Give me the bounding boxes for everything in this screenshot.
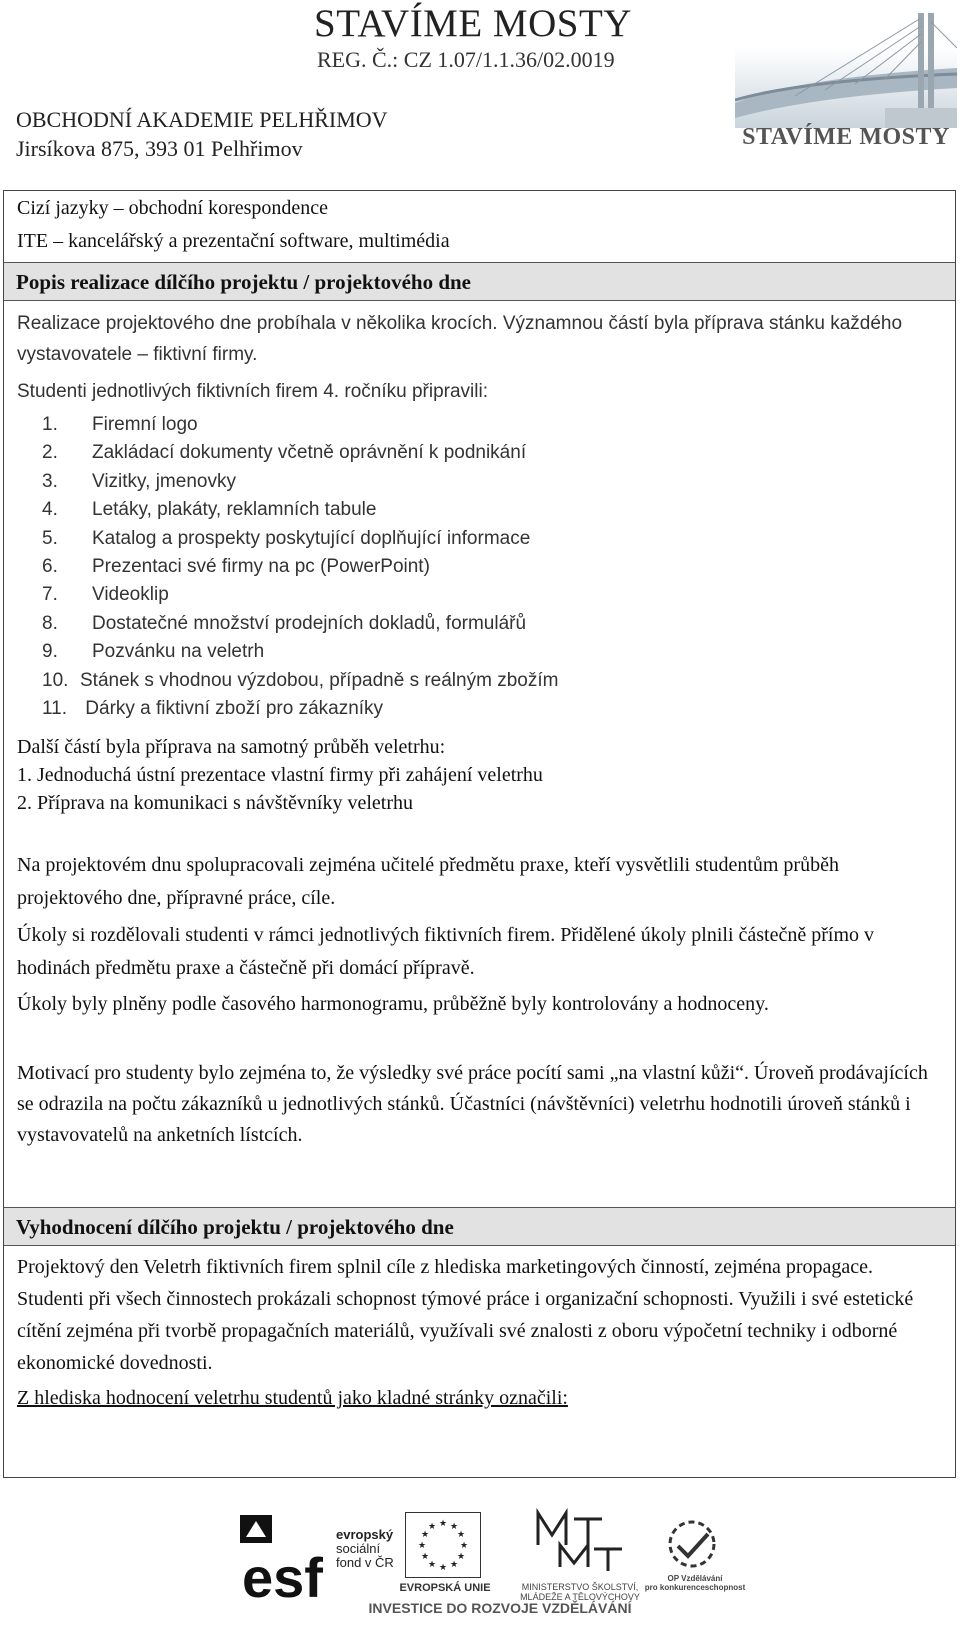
svg-text:★: ★	[420, 1552, 430, 1562]
svg-text:★: ★	[449, 1560, 459, 1570]
op-logo-icon	[660, 1512, 724, 1576]
esf-text: evropský sociální fond v ČR	[336, 1527, 394, 1570]
list-item: 7. Videoklip	[42, 584, 169, 606]
list-item: 11. Dárky a fiktivní zboží pro zákazníky	[42, 697, 384, 719]
svg-text:★: ★	[417, 1541, 427, 1551]
project-report-box	[3, 190, 956, 1478]
list-item: 6. Prezentaci své firmy na pc (PowerPoint)	[42, 555, 430, 577]
svg-text:★: ★	[459, 1541, 469, 1551]
eu-flag-icon	[405, 1512, 481, 1578]
schedule-paragraph: Úkoly byly plněny podle časového harmonogramu, průběžně byly kontrolovány a hodnoceny.	[17, 993, 769, 1015]
svg-text:★: ★	[438, 1563, 448, 1573]
msmt-logo-icon	[530, 1505, 630, 1575]
school-address: Jirsíkova 875, 393 01 Pelhřimov	[16, 136, 303, 161]
positive-aspects-heading: Z hlediska hodnocení veletrhu studentů jako kladné stránky označili:	[17, 1387, 568, 1409]
preparation-list	[42, 411, 558, 723]
intro-paragraph: Realizace projektového dne probíhala v několika krocích. Významnou částí byla příprava stánku každého vystavovatele – fiktivní firmy.	[17, 313, 903, 365]
svg-text:★: ★	[449, 1522, 459, 1532]
list-item: 10. Stánek s vhodnou výzdobou, případně s reálným zbožím	[42, 669, 559, 691]
list-intro: Studenti jednotlivých fiktivních firem 4. ročníku připravili:	[17, 381, 488, 402]
section-heading: Vyhodnocení dílčího projektu / projektového dne	[16, 1215, 454, 1239]
evaluation-paragraph: Projektový den Veletrh fiktivních firem splnil cíle z hlediska marketingových činností, zejména propagace. Studenti při všech činnostech prokázali schopnost týmové práce i organizační schopnosti. Využili i své estetické cítění zejména při tvorbě propagačních materiálů, využívali své znalosti z oboru výpočetní techniky i odborné ekonomické dovednosti.	[17, 1256, 914, 1374]
investment-slogan: INVESTICE DO ROZVOJE VZDĚLÁVÁNÍ	[368, 1600, 632, 1616]
bridge-icon	[735, 8, 957, 128]
list-item: 2. Zakládací dokumenty včetně oprávnění k podnikání	[42, 442, 527, 464]
school-name: OBCHODNÍ AKADEMIE PELHŘIMOV	[16, 107, 388, 132]
svg-text:esf: esf	[242, 1546, 323, 1605]
logo-text: STAVÍME MOSTY	[742, 124, 950, 150]
section-header-evaluation	[4, 1207, 955, 1246]
svg-text:★: ★	[427, 1522, 437, 1532]
svg-text:★: ★	[456, 1530, 466, 1540]
list-item: 5. Katalog a prospekty poskytující doplňující informace	[42, 527, 531, 549]
list-item: 8. Dostatečné množství prodejních dokladů, formulářů	[42, 612, 527, 634]
list-item: 1. Firemní logo	[42, 414, 198, 435]
section-header-realization	[4, 262, 955, 301]
list-item: 4. Letáky, plakáty, reklamních tabule	[42, 499, 377, 521]
subject-line: ITE – kancelářský a prezentační software, multimédia	[17, 230, 450, 252]
svg-text:★: ★	[420, 1530, 430, 1540]
registration-number: REG. Č.: CZ 1.07/1.1.36/02.0019	[317, 47, 615, 72]
subject-line: Cizí jazyky – obchodní korespondence	[17, 197, 329, 219]
further-intro: Další částí byla příprava na samotný průběh veletrhu:	[17, 736, 446, 758]
svg-text:★: ★	[427, 1560, 437, 1570]
svg-text:★: ★	[456, 1552, 466, 1562]
section-heading: Popis realizace dílčího projektu / projektového dne	[16, 270, 471, 294]
tasks-paragraph: Úkoly si rozdělovali studenti v rámci jednotlivých fiktivních firem. Přidělené úkoly plnili částečně přímo v hodinách předmětu praxe a částečně při domácí přípravě.	[17, 924, 875, 979]
msmt-label: MINISTERSTVO ŠKOLSTVÍ, MLÁDEŽE A TĚLOVÝCHOVY	[520, 1582, 640, 1602]
project-title: STAVÍME MOSTY	[314, 2, 632, 45]
eu-label: EVROPSKÁ UNIE	[399, 1582, 491, 1594]
motivation-paragraph: Motivací pro studenty bylo zejména to, že výsledky své práce pocítí sami „na vlastní kůži“. Úroveň prodávajících se odrazila na počtu zákazníků u jednotlivých stánků. Účastníci (návštěvníci) veletrhu hodnotili úroveň stánků i vystavovatelů na anketních lístcích.	[17, 1062, 928, 1146]
further-item: 2. Příprava na komunikaci s návštěvníky veletrhu	[17, 792, 414, 814]
op-label: OP Vzdělávání pro konkurenceschopnost	[644, 1574, 746, 1592]
funding-logos	[0, 1500, 960, 1626]
list-item: 3. Vizitky, jmenovky	[42, 470, 236, 492]
teachers-paragraph: Na projektovém dnu spolupracovali zejména učitelé předmětu praxe, kteří vysvětlili studentům průběh projektového dne, přípravné práce, cíle.	[17, 854, 839, 909]
stavime-mosty-logo	[735, 8, 957, 163]
list-item: 9. Pozvánku na veletrh	[42, 641, 265, 663]
svg-text:★: ★	[438, 1519, 448, 1529]
further-item: 1. Jednoduchá ústní prezentace vlastní firmy při zahájení veletrhu	[17, 764, 543, 786]
